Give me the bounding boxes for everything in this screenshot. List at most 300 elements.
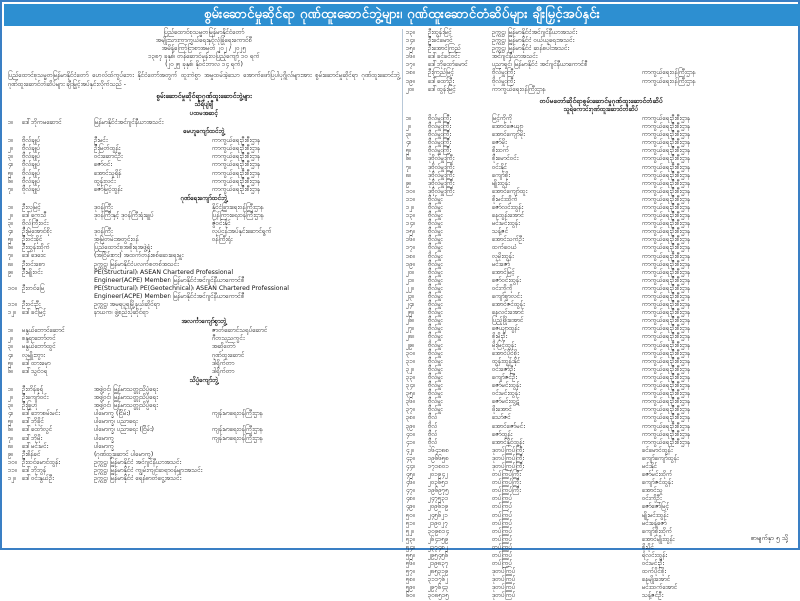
row-detail: ဗိုလ်မှူးကြီး [492,77,516,85]
row-name: ၃၁၁၇၆၂ [428,576,449,584]
list-row [8,119,400,127]
row-detail: စိုးမောင်ဝင်း [492,155,519,163]
list-row [406,285,796,293]
row-name: ဗိုလ်မှူး [428,365,443,373]
row-number: ၂၀။ [406,268,415,276]
row-number: ၄၄။ [406,462,415,470]
row-department: ကာကွယ်ရေးဦးစီးဌာန [212,161,261,169]
row-detail: (အငြိမ်းစား) အထက်တန်းစစ်ဆေးရေးမှူး [94,252,184,260]
list-row [406,164,796,172]
row-number: ၂၂။ [406,284,414,292]
row-name [22,293,94,301]
list-row [406,414,796,422]
row-detail: ဝင်းနိုင် [492,163,508,171]
row-detail: မျိုးထွန်း [492,179,510,187]
list-row [406,576,796,584]
row-department: မင်းနိုင် [642,462,658,470]
row-department: ဒါရိုက်တာ [212,359,235,367]
list-row [8,293,400,301]
row-detail: မိုးမြင့်ထွန်း [492,341,516,349]
group-heading: မေဟူကျော်ထင်ဘွဲ့ [183,128,225,136]
row-detail: မြင့်ကိုကို [492,114,513,122]
row-number: ၄။ [406,139,412,147]
header-line: (၂၀၂၅ ခုနှစ်၊ နိုဝင်ဘာလ ၁၄ ရက်) [165,61,243,69]
row-detail: စိုးမင်းထိုက် [492,195,518,203]
row-detail: အောင်ဇေယျာ [492,123,524,131]
row-detail: ဇော်မြင့်ထွန်း [94,185,123,193]
row-department [642,29,796,37]
row-number: ၁၁။ [8,301,17,308]
row-detail: မြန်မာနိုင်ငံအင်ဂျင်နီယာအသင်း [94,118,164,126]
row-name: ၁၇၁၈၀၁ [428,462,449,470]
list-row [406,503,796,511]
row-number: ၇။ [8,434,14,442]
row-detail: မင်းဇော် [492,260,511,268]
list-row [406,560,796,568]
row-department: ကာကွယ်ရေးဦးစီးဌာန [642,139,691,147]
row-department: ကာကွယ်ရေးဦးစီးဌာန [642,187,691,195]
row-name: ဗိုလ်ကြီးဝင်း [22,220,49,228]
row-number: ၁၃။ [406,29,415,36]
row-department: လုပ်ငန်းအပ်နှင်းဆောင်ရွက် [212,228,272,236]
row-number: ၆။ [8,367,14,375]
list-row [406,447,796,455]
row-name: ဦးမျိုးဝင်း [22,268,43,276]
row-detail [94,352,212,360]
row-detail: နာယက၊ ဖွဲ့စည်းပုံဆိုင်ရာ [94,309,149,317]
list-row [8,475,400,483]
list-row [406,155,796,163]
row-detail [94,335,212,343]
row-name: ဒေါ်ဝင်းနွယ်ဦး [22,474,54,482]
row-detail: တပ်ကြပ်ကြီး [492,479,521,487]
row-detail: အောင်ကျော်ထူး [492,187,528,195]
row-department: ကာကွယ်ရေးဦးစီးဌာန [642,293,691,300]
row-department: ဝင်းကိုဦး [642,495,662,503]
list-row [406,423,796,431]
row-department: ဇွဲဝင်းနိုင် [212,220,231,228]
list-row [406,180,796,188]
row-department [212,459,400,467]
row-number: ၁၇။ [406,244,415,252]
list-row [8,153,400,161]
row-department: ကာကွယ်ရေးဦးစီးဌာန [642,114,691,122]
row-name: ဒုဗိုလ်မှူးကြီး [428,187,455,195]
right-section-subtitle: သူရဲကောင်းဂုဏ်ထူးဆောင်တံဆိပ် [563,105,639,113]
row-department: မျိုးမင်းထွန်း [642,511,669,519]
row-detail: ထွန်းထွန်းနိုင် [492,357,521,365]
row-name: ဦးထွန်းထိုက် [22,244,50,252]
row-detail: နေထွန်းအောင် [492,212,525,220]
row-name: ဗိုလ်မှူး [428,268,443,276]
row-department: ကာကွယ်ရေးဦးစီးဌာန [212,177,261,185]
list-row [406,317,796,325]
row-name: ဒေါ်သွင်ဝရ [22,367,48,375]
row-name: ဗိုလ် [428,430,438,438]
header-line: ၁၃၈၇ ခုနှစ်၊ တန်ဆောင်မုန်းလပြည့်ကျော် ၁၀ ရက် [148,53,260,61]
row-detail: ဗိုလ်မှူးကြီး [492,69,516,77]
list-row [8,443,400,451]
list-row [406,358,796,366]
list-row [406,431,796,439]
row-detail: စိုးထက် [492,147,510,155]
row-number: ၄၅။ [406,471,415,479]
row-detail: ဇော်မိုး [492,139,507,147]
row-number: ၆။ [406,155,412,163]
row-detail: ဒုဝန်ကြီး [94,228,113,236]
row-detail: ဒုတပ်ကြပ် [492,584,516,592]
row-name: ၂၁၉၈၃၇ [428,560,449,568]
row-detail: ဒုဝန်ကြီးနှင့် ဒုဝန်ကြီးရုံးချုပ် [94,211,154,219]
row-number: ၁၀။ [8,458,17,466]
ranked-recipient-list [406,447,796,601]
row-department: ကာကွယ်ရေးဦးစီးဌာန [642,325,691,333]
section-subtitle: သီရိပျံချီ [194,100,214,108]
row-number: ၅။ [8,169,14,177]
row-detail: ပါမောက္ခ၊ ပညာရေး (ငြိမ်း) [94,426,154,434]
row-name: ဗိုလ်မှူးကြီး [428,114,452,122]
row-detail: အောင်ဇင်ထွန်း [492,301,525,309]
row-number [8,293,22,301]
row-number: ၁၉။ [406,77,415,85]
header-line: အမိန့်ကြော်ငြာစာအမှတ် ၂၀၂ / ၂၀၂၅ [161,45,247,53]
row-number: ၇။ [8,185,14,193]
row-department: ကာကွယ်ရေးဦးစီးဌာန [642,147,691,155]
row-number: ၁၆။ [406,236,415,244]
list-row [8,228,400,236]
row-department: ကာကွယ်ရေးဦးစီးဌာန [642,398,691,406]
row-department: ဇော်မင်းထိုက် [642,471,673,479]
list-row [8,352,400,360]
row-number: ၁၆။ [406,53,415,61]
row-department: ကာကွယ်ရေးဦးစီးဌာန [642,123,691,131]
row-detail: ဇော်ဝင်းထွန်း [492,276,521,284]
row-department: ကာကွယ်ရေးဦးစီးဌာန [642,317,691,325]
row-name: ဗိုလ်မှူးကြီး [428,123,452,131]
row-name: ဦးလှမြင့် [22,203,41,211]
row-name: ဗိုလ်မှူး [428,301,443,309]
row-department: ကျန်းမာရေးဝန်ကြီးဌာန [212,410,263,418]
row-number: ၂၈။ [406,333,415,341]
row-detail: ဥက္ကဋ္ဌ၊ မြန်မာနိုင်ငံ ရေနံဓာတ်ငွေ့အသင်း [94,474,182,482]
row-name: ဗိုလ် [428,422,438,430]
list-row [8,418,400,426]
list-row [406,244,796,252]
list-row [8,244,400,252]
right-section-title: တပ်မတော်ဆိုင်ရာစွမ်းဆောင်မှုဂုဏ်ထူးဆောင်တံဆိပ် [539,96,663,105]
row-name: ၁၉၆၉၇၅ [428,487,449,495]
header-line: အမျိုးသားကာကွယ်ရေးနှင့်လုံခြုံရေးကောင်စီ [155,37,253,45]
list-row [8,261,400,269]
list-row [406,463,796,471]
row-name: ဒုဗိုလ်မှူးကြီး [428,155,455,163]
row-number: ၂၆။ [406,317,415,325]
row-detail: တပ်ကြပ် [492,552,513,559]
row-number: ၄၉။ [406,503,415,511]
row-number: ၁၂။ [8,309,17,317]
header-line: ပြည်ထောင်စုသမ္မတမြန်မာနိုင်ငံတော် [163,29,245,36]
row-department: မင်းထက်အောင် [642,584,678,592]
row-detail: ဒုဝန်ကြီး [94,203,113,211]
row-name: ဗိုလ်မှူး [428,276,443,284]
row-department: ပြန်ကြားရေးဝန်ကြီးဌာန [212,211,264,219]
row-number: ၈။ [406,171,412,179]
row-department: ဇော်ဇော်မြင့် [642,503,670,511]
row-name: ဦးထင်မောင်ထွန်း [22,458,61,466]
row-number: ၂၃။ [406,293,415,300]
row-department: အဆိုတော် [212,343,236,351]
group-heading: ဂုဏ်ရေးကျော်ထင်ဘွဲ့ [180,194,228,202]
row-number: ၃၅။ [406,390,415,398]
row-detail: တပ်ကြပ် [492,511,513,519]
row-detail: ဒုတပ်ကြပ်ကြီး [492,462,525,470]
row-name: ဦးထွန်းမြင့် [428,29,452,36]
group-heading: ပထမအဆင့် [189,109,219,117]
row-department: ကာကွယ်ရေးဦးစီးဌာန [642,244,691,252]
row-number: ၁၄။ [406,220,415,228]
row-name: ဒေါ်ထားမှော [22,359,51,367]
row-detail: ဝင်းကိုကို [492,284,513,292]
list-row [406,592,796,600]
row-number: ၄၆။ [406,479,415,487]
row-number: ၃၉။ [406,422,415,430]
row-name: ဗိုလ်မှူး [428,244,443,252]
row-detail: ဒုတပ်ကြပ်ကြီး [492,446,525,454]
row-name: ဗိုလ်မှူး [428,203,443,211]
row-department: ကာကွယ်ရေးဦးစီးဌာန [642,195,691,203]
row-name: ဗိုလ်မှူး [428,195,443,203]
row-department: ကာကွယ်ရေးဦးစီးဌာန [212,137,261,145]
row-name: ဗိုလ်မှူး [428,341,443,349]
row-number: ၈။ [8,260,14,268]
row-number: ၃။ [406,131,412,139]
row-name: ဗိုလ်မှူး [428,406,443,414]
row-number: ၃။ [8,220,14,228]
row-name: ဗိုလ် [428,438,438,446]
row-department [212,277,400,285]
row-department: ကာကွယ်ရေးဦးစီးဌာန [642,414,691,422]
row-name: ဒေါ်မင်းမင်း [22,442,49,450]
list-row [8,204,400,212]
row-name: ဗိုလ်မှူးကြီး [428,139,452,147]
row-detail [94,360,212,368]
row-number: ၁၇။ [406,61,415,69]
row-detail: အောင်နိုင်ထွန်း [492,438,525,446]
row-name: ဗိုလ်မှူး [428,349,443,357]
left-column [8,29,400,544]
row-detail: အောင်သက်ဦး [492,236,524,244]
row-department: ထက်ပိုင်စိုး [642,568,667,576]
list-row [406,269,796,277]
row-department: ကာကွယ်ရေးဝန်ကြီးဌာန [642,77,696,85]
row-name: ဗိုလ်မှူး [428,390,443,398]
document-banner-title: စွမ်းဆောင်မှုဆိုင်ရာ ဂုဏ်ထူးဆောင်ဘွဲ့များ၊ ဂုဏ်ထူးဆောင်တံဆိပ်များ ချီးမြှင့်အပ်နှင်း [4,4,800,26]
row-detail [94,368,212,376]
list-row [8,343,400,351]
row-number: ၅။ [8,359,14,367]
list-row [8,145,400,153]
list-row [8,386,400,394]
list-row [406,350,796,358]
row-detail: အောင်သူရိန် [94,169,122,177]
row-name: ၁၆၄၁၈၈ [428,446,449,454]
row-number: ၅၆။ [406,560,415,568]
row-department: ကာကွယ်ရေးဦးစီးဌာန [212,185,261,193]
row-number: ၁၃။ [406,212,415,220]
list-row [8,360,400,368]
row-detail [94,220,212,228]
row-department: ကာကွယ်ရေးဦးစီးဌာန [642,373,691,381]
list-row [406,528,796,536]
row-number: ၄။ [8,351,14,359]
row-name: ဒေါ်ဘိုမိုး [22,434,43,442]
list-row [8,394,400,402]
row-department: ကာကွယ်ရေးဦးစီးဌာန [642,155,691,163]
row-name: ဗိုလ်မှူး [428,212,443,220]
list-row [406,115,796,123]
row-department: ကာကွယ်ရေးဦးစီးဌာန [642,236,691,244]
row-number: ၅၇။ [406,568,415,576]
list-row [8,137,400,145]
row-detail: နေလင်းအောင် [492,309,525,317]
list-row [406,236,796,244]
list-row [406,309,796,317]
row-detail: တပ်ကြပ် [492,527,513,535]
list-row [406,293,796,301]
row-number: ၆။ [8,426,14,434]
row-name: ဗိုလ်ချုပ် [22,177,41,185]
row-name: ဗိုလ်ချုပ် [22,169,41,177]
list-row [8,459,400,467]
list-row [406,325,796,333]
row-number: ၁။ [8,203,14,211]
row-department: ဝန်ကြီးရုံး [212,236,233,244]
row-number: ၂၁။ [406,276,415,284]
row-department [212,261,400,269]
row-department: မင်းခန့်ဇော် [642,519,667,527]
row-number: ၂၀။ [406,85,415,93]
row-department [212,293,400,301]
row-department [212,269,400,277]
row-department: ကာကွယ်ရေးဦးစီးဌာန [642,341,691,349]
list-row [8,236,400,244]
list-row [8,186,400,194]
row-department: ကာကွယ်ရေးဦးစီးဌာန [212,153,261,161]
row-number: ၅။ [8,236,14,244]
row-name: ဦးကြည်မြင့် [428,69,455,77]
row-department: ကာကွယ်ရေးဦးစီးဌာန [642,276,691,284]
row-detail: ပါမောက္ခ၊ ပညာရေး [94,418,138,426]
row-department [642,53,796,61]
row-number: ၁။ [406,114,412,122]
row-department: ကာကွယ်ရေးဦးစီးဌာန [642,309,691,317]
row-detail: အောင်ကျော်မိုး [492,131,525,139]
row-number: ၅၈။ [406,576,415,584]
row-detail: တပ်ကြပ် [492,519,513,527]
row-department [642,37,796,45]
continued-list [406,29,796,94]
row-number: ၁။ [8,327,14,335]
row-name: ဗိုလ်မှူး [428,333,443,341]
row-number: ၄၂။ [406,446,415,454]
row-department: ကာကွယ်ရေးဦးစီးဌာန [642,203,691,211]
row-detail: တပ်ကြပ် [492,503,513,511]
row-number: ၄။ [8,161,14,169]
row-detail: ဇော်မင်းထွန်း [492,382,521,390]
row-department: ကျန်းမာရေးဝန်ကြီးဌာန [212,426,263,434]
row-department: ကာကွယ်ရေးဦးစီးဌာန [642,171,691,179]
list-row [406,533,796,544]
row-detail [94,343,212,351]
row-department: ကာကွယ်ရေးဦးစီးဌာန [642,422,691,430]
list-row [8,212,400,220]
list-row [406,333,796,341]
list-row [8,269,400,277]
list-row [406,86,796,94]
order-header [8,29,400,69]
row-detail: တပ်ကြပ် [492,535,513,543]
row-department: ဂီတသုညကွင်း [212,335,245,343]
list-row [8,368,400,376]
row-department [212,244,400,252]
row-detail: ဇော်ထွန်း [492,430,513,438]
row-name: ဗိုလ်ချုပ် [22,185,41,193]
row-department: ကာကွယ်ရေးဦးစီးဌာန [642,438,691,446]
row-department: အောင်မျိုးထွန်း [642,535,675,543]
row-number: ၅၂။ [406,527,415,535]
list-row [8,252,400,260]
row-name: ဗိုလ်မှူး [428,325,443,333]
list-row [406,439,796,447]
row-detail: ဥက္ကဋ္ဌ၊ မြန်မာနိုင်ငံ ဝယ်ယူရေးအသင်း [492,37,575,45]
row-number: ၃။ [8,402,14,410]
row-name: ဒေါ်ဘိုဘွန် [22,466,47,474]
list-row [8,335,400,343]
row-name: ဗိုလ်မှူး [428,357,443,365]
list-row [8,285,400,293]
row-detail: တပ်ကြပ် [492,495,513,503]
row-number: ၅၄။ [406,543,415,551]
row-department [212,309,400,317]
list-row [406,220,796,228]
row-number: ၃။ [8,343,14,351]
row-name: ဗိုလ်မှူးကြီး [428,131,452,139]
row-detail: ထက်ဝေယံ [492,244,517,252]
row-number: ၁၂။ [406,203,415,211]
list-row [8,410,400,418]
row-name: ဗိုလ်ချုပ် [22,145,41,153]
row-detail: သန့်ဇင် [492,228,509,236]
row-department: ကာကွယ်ရေးဦးစီးဌာန [642,284,691,292]
list-row [406,172,796,180]
row-name: ဗိုလ်ချုပ် [22,137,41,145]
row-department: အောင်သူ [642,487,663,495]
row-number: ၁။ [8,385,14,393]
row-detail: ဥက္ကဋ္ဌ၊ အမရပူရမြို့နယ်ဆိုင်ရာ [94,301,160,308]
row-name: ဒုဗိုလ်မှူးကြီး [428,179,455,187]
list-row [406,390,796,398]
row-number: ၇။ [8,252,14,260]
list-row [406,61,796,69]
row-number: ၈။ [8,442,14,450]
row-detail: ပါမောက္ခ [94,442,115,450]
row-department: ကာကွယ်ရေးဦးစီးဌာန [212,169,261,177]
row-name: ဒေါ်ခင်ခင်ဝင်း [428,53,460,61]
row-number: ၃၄။ [406,382,415,390]
row-department: ရဲလင်းထွန်း [642,552,668,559]
row-department [212,252,400,260]
row-number: ၉။ [8,450,14,458]
